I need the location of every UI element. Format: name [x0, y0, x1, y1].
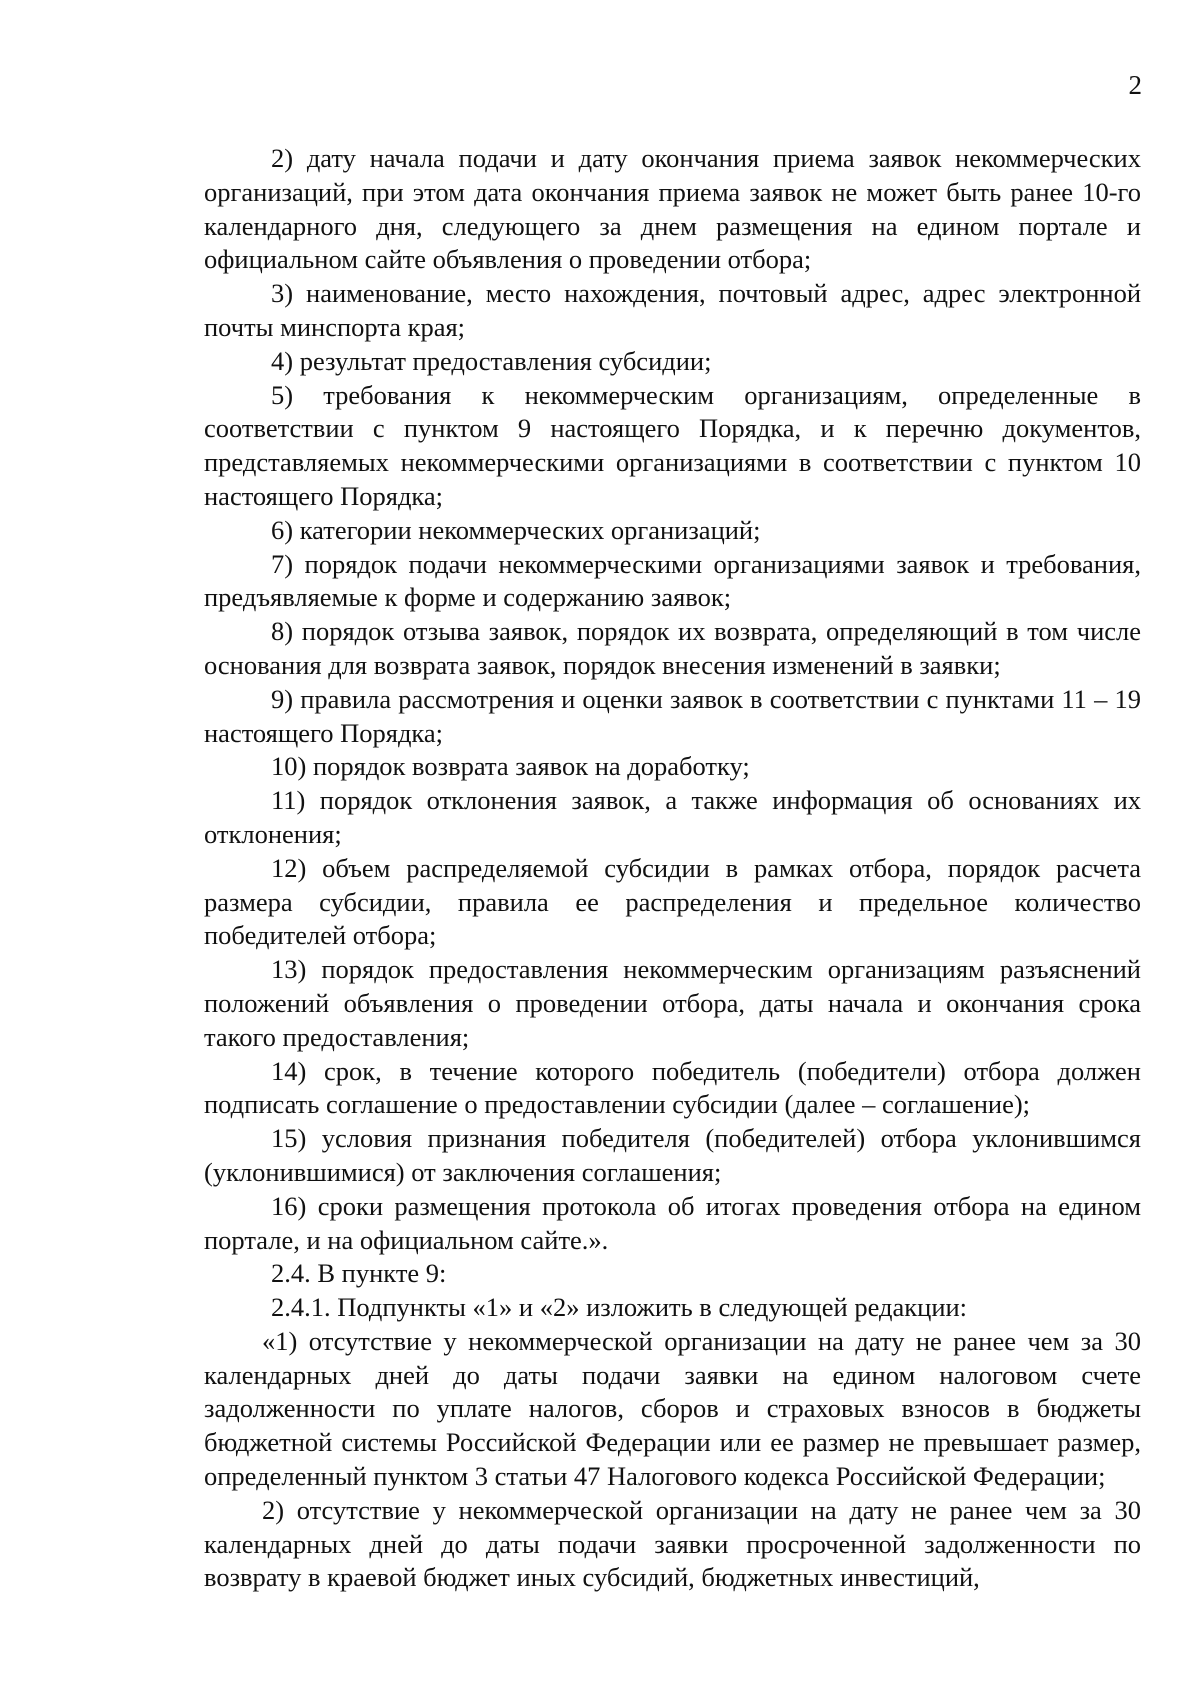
document-body	[204, 142, 1141, 1595]
paragraph: 10) порядок возврата заявок на доработку;	[271, 751, 750, 782]
paragraph: 2.4.1. Подпункты «1» и «2» изложить в следующей редакции:	[271, 1292, 968, 1323]
paragraph: 9) правила рассмотрения и оценки заявок в соответствии с пунктами 11 – 19 настоящего Порядка;	[204, 683, 1141, 748]
paragraph: «1) отсутствие у некоммерческой организации на дату не ранее чем за 30 календарных дней до даты подачи заявки на едином налоговом счете задолженности по уплате налогов, сборов и страховых взносов в бюджеты бюджетной системы Российской Федерации или ее размер не превышает размер, определенный пунктом 3 статьи 47 Налогового кодекса Российской Федерации;	[204, 1325, 1141, 1492]
paragraph: 15) условия признания победителя (победителей) отбора уклонившимся (уклонившимися) от заключения соглашения;	[204, 1123, 1141, 1187]
paragraph: 3) наименование, место нахождения, почтовый адрес, адрес электронной почты минспорта края;	[204, 278, 1141, 342]
paragraph: 2) отсутствие у некоммерческой организации на дату не ранее чем за 30 календарных дней до даты подачи заявки просроченной задолженности по возврату в краевой бюджет иных субсидий, бюджетных инвестиций,	[204, 1494, 1141, 1593]
paragraph: 5) требования к некоммерческим организациям, определенные в соответствии с пунктом 9 настоящего Порядка, и к перечню документов, представляемых некоммерческими организациями в соответствии с пунктом 10 настоящего Порядка;	[204, 379, 1141, 511]
paragraph: 16) сроки размещения протокола об итогах проведения отбора на едином портале, и на официальном сайте.».	[204, 1190, 1141, 1255]
paragraph: 12) объем распределяемой субсидии в рамках отбора, порядок расчета размера субсидии, правила ее распределения и предельное количество победителей отбора;	[204, 852, 1141, 951]
paragraph: 14) срок, в течение которого победитель (победители) отбора должен подписать соглашение о предоставлении субсидии (далее – соглашение);	[204, 1055, 1141, 1120]
page-number: 2	[1128, 70, 1142, 100]
paragraph: 2.4. В пункте 9:	[271, 1258, 447, 1289]
paragraph: 13) порядок предоставления некоммерческим организациям разъяснений положений объявления о проведении отбора, даты начала и окончания срока такого предоставления;	[204, 954, 1141, 1052]
paragraph: 2) дату начала подачи и дату окончания приема заявок некоммерческих организаций, при этом дата окончания приема заявок не может быть ранее 10-го календарного дня, следующего за днем размещения на едином портале и официальном сайте объявления о проведении отбора;	[204, 143, 1141, 275]
paragraph: 11) порядок отклонения заявок, а также информация об основаниях их отклонения;	[204, 785, 1141, 849]
paragraph: 6) категории некоммерческих организаций;	[271, 514, 761, 545]
paragraph: 4) результат предоставления субсидии;	[271, 345, 712, 376]
paragraph: 7) порядок подачи некоммерческими организациями заявок и требования, предъявляемые к форме и содержанию заявок;	[204, 548, 1141, 613]
paragraph: 8) порядок отзыва заявок, порядок их возврата, определяющий в том числе основания для возврата заявок, порядок внесения изменений в заявки;	[204, 616, 1141, 680]
